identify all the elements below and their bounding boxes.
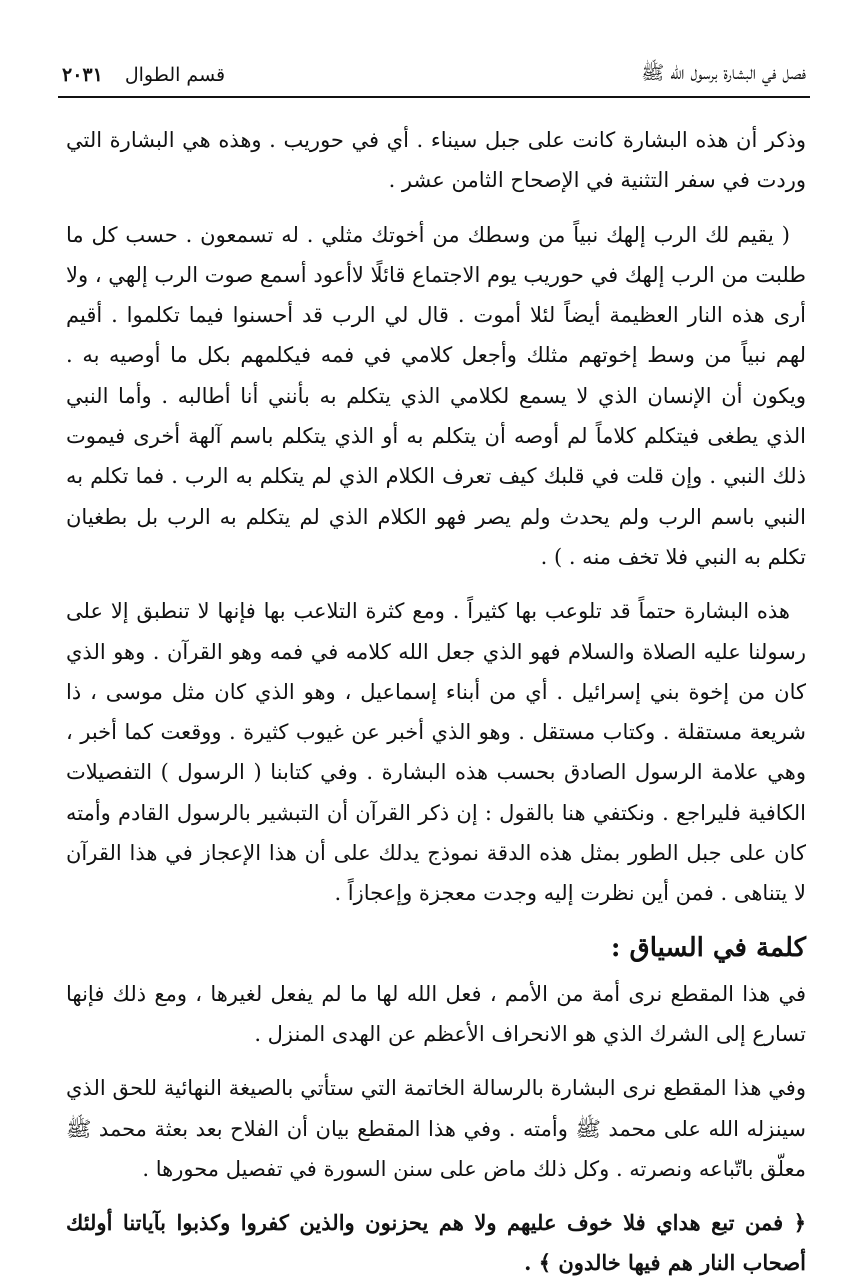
paragraph-torah-quote: ( يقيم لك الرب إلهك نبياً من وسطك من أخوتك مثلي . له تسمعون . حسب كل ما طلبت من الرب إلهك في حوريب يوم الاجتماع قائلًا لاأعود أسمع صوت الرب إلهي ، ولا أرى هذه النار العظيمة أيضاً لئلا أموت . قال لي الرب قد أحسنوا فيما تكلموا . أقيم لهم نبياً من وسط إخوتهم مثلك وأجعل كلامي في فمه فيكلمهم بكل ما أوصيه به . ويكون أن الإنسان الذي لا يسمع لكلامي الذي يتكلم به بأنني أنا أطالبه . وأما النبي الذي يطغى فيتكلم كلاماً لم أوصه أن يتكلم به أو الذي يتكلم باسم آلهة أخرى فيموت ذلك النبي . وإن قلت في قلبك كيف تعرف الكلام الذي لم يتكلم به الرب . فما تكلم به النبي باسم الرب ولم يحدث ولم يصر فهو الكلام الذي لم يتكلم به الرب بل بطغيان تكلم به النبي فلا تخف منه . ) . <box>66 222 806 569</box>
paragraph-intro: وذكر أن هذه البشارة كانت على جبل سيناء . أي في حوريب . وهذه هي البشارة التي وردت في سفر التثنية في الإصحاح الثامن عشر . <box>66 128 806 193</box>
section-heading: كلمة في السياق : <box>610 932 806 963</box>
header-rule <box>58 96 810 98</box>
paragraph-context-1: في هذا المقطع نرى أمة من الأمم ، فعل الله لها ما لم يفعل لغيرها ، ومع ذلك فإنها تسارع إلى الشرك الذي هو الانحراف الأعظم عن الهدى المنزل . <box>66 981 806 1046</box>
paragraph-commentary: هذه البشارة حتماً قد تلوعب بها كثيراً . ومع كثرة التلاعب بها فإنها لا تنطبق إلا على رسولنا عليه الصلاة والسلام فهو الذي جعل الله كلامه في فمه وهو القرآن . وهو الذي كان من إخوة بني إسرائيل . أي من أبناء إسماعيل ، وهو الذي كان مثل موسى ، ذا شريعة مستقلة . وكتاب مستقل . وهو الذي أخبر عن غيوب كثيرة . ووقعت كما أخبر ، وهي علامة الرسول الصادق بحسب هذه البشارة . وفي كتابنا ( الرسول ) التفصيلات الكافية فليراجع . ونكتفي هنا بالقول : إن ذكر القرآن أن التبشير بالرسول القادم وأمته كان على جبل الطور بمثل هذه الدقة نموذج يدلك على أن هذا الإعجاز في هذا القرآن لا يتناهى . فمن أين نظرت إليه وجدت معجزة وإعجازاً . <box>66 599 806 906</box>
paragraph-context-2: وفي هذا المقطع نرى البشارة بالرسالة الخاتمة التي ستأتي بالصيغة النهائية للحق الذي سينزله الله على محمد ﷺ وأمته . وفي هذا المقطع بيان أن الفلاح بعد بعثة محمد ﷺ معلّق باتّباعه ونصرته . وكل ذلك ماض على سنن السورة في تفصيل محورها . <box>66 1076 806 1181</box>
page-number: ٢٠٣١ <box>62 64 103 86</box>
running-title: فصل في البشارة برسول الله ﷺ <box>641 62 806 84</box>
page-content <box>66 120 806 1284</box>
section-title: قسم الطوال <box>124 64 226 86</box>
page-header <box>62 58 806 92</box>
quran-verse: ﴿ فمن تبع هداي فلا خوف عليهم ولا هم يحزنون والذين كفروا وكذبوا بآياتنا أولئك أصحاب النار هم فيها خالدون ﴾ . <box>66 1210 806 1276</box>
header-left-group <box>62 64 225 86</box>
